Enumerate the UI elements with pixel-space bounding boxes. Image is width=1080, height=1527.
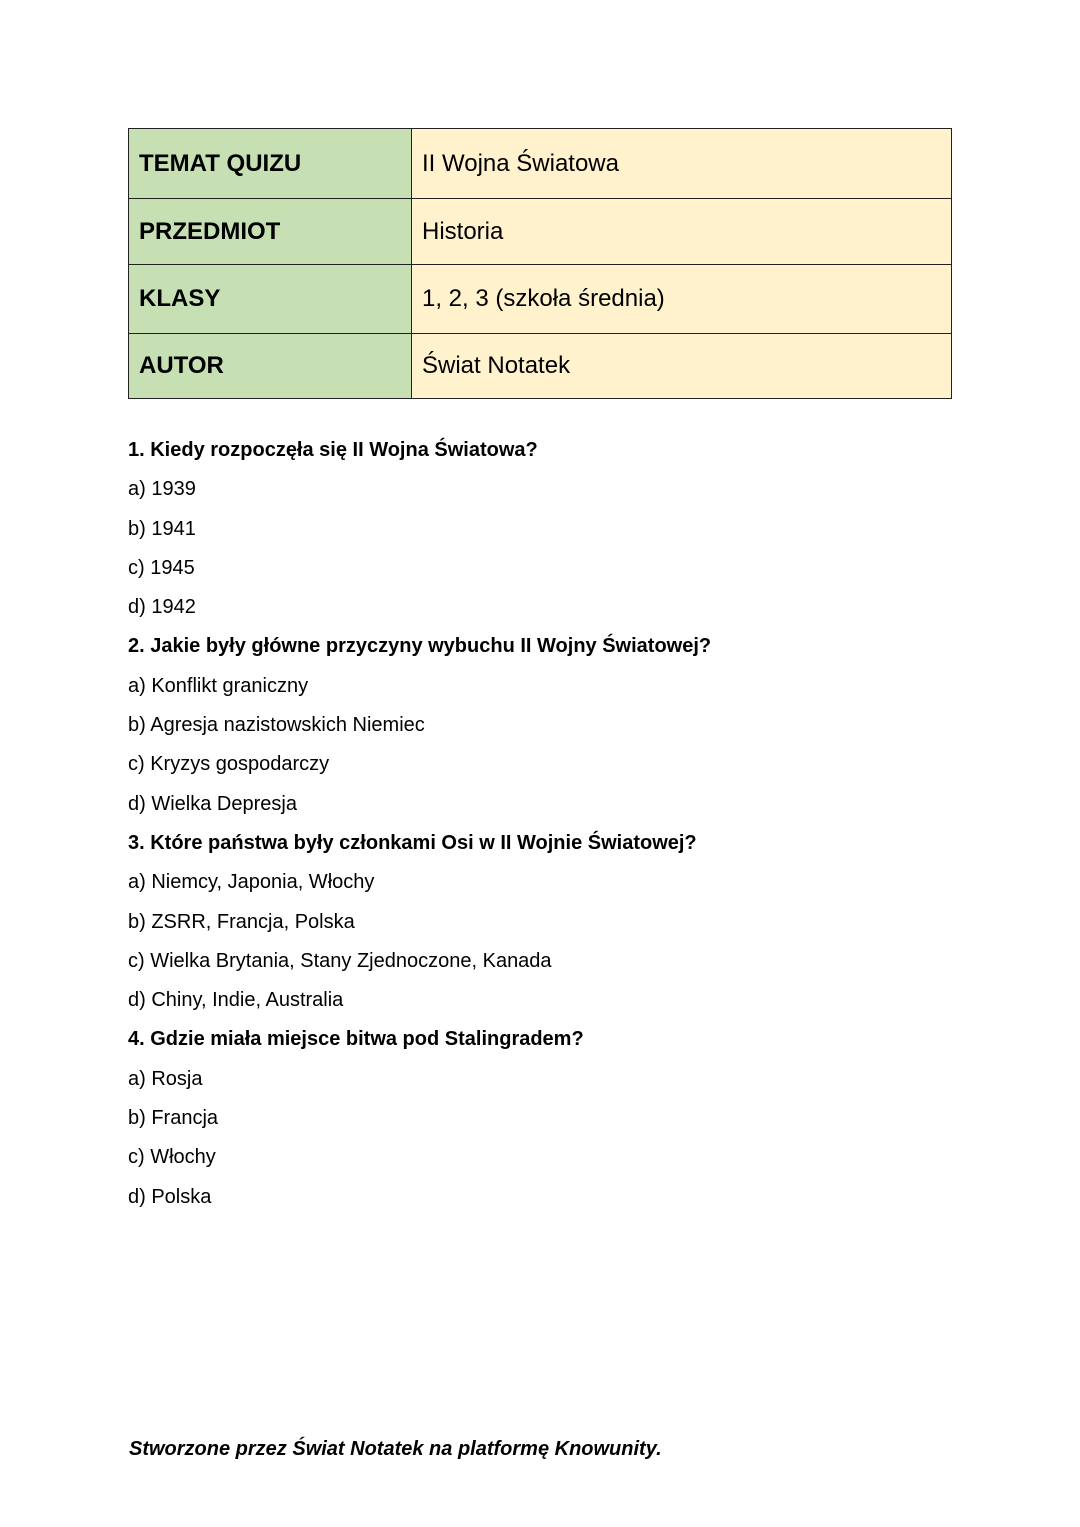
info-value: Świat Notatek [412,334,952,399]
info-row [129,334,952,399]
answer-option: b) Francja [128,1107,219,1130]
info-value: 1, 2, 3 (szkoła średnia) [412,265,952,334]
answer-option: b) 1941 [128,517,196,540]
answer-option: d) Wielka Depresja [128,792,297,815]
answer-option: a) Konflikt graniczny [128,674,309,697]
answer-option: d) 1942 [128,596,196,619]
answer-option: c) 1945 [128,556,195,579]
info-value: II Wojna Światowa [412,129,952,199]
answer-option: a) 1939 [128,478,196,501]
answer-option: d) Polska [128,1185,212,1208]
info-label: AUTOR [129,334,412,399]
info-value: Historia [412,199,952,265]
answer-option: b) Agresja nazistowskich Niemiec [128,714,425,737]
answer-option: d) Chiny, Indie, Australia [128,989,344,1012]
answer-option: c) Włochy [128,1146,216,1169]
question-text: 3. Które państwa były członkami Osi w II Wojnie Światowej? [128,831,697,854]
info-row [129,265,952,334]
answer-option: a) Niemcy, Japonia, Włochy [128,871,375,894]
info-label: PRZEDMIOT [129,199,412,265]
info-row [129,129,952,199]
info-row [129,199,952,265]
question-text: 2. Jakie były główne przyczyny wybuchu II Wojny Światowej? [128,635,712,658]
answer-option: c) Kryzys gospodarczy [128,753,330,776]
answer-option: b) ZSRR, Francja, Polska [128,910,355,933]
info-label: TEMAT QUIZU [129,129,412,199]
quiz-info-table [128,128,952,399]
answer-option: a) Rosja [128,1067,203,1090]
info-label: KLASY [129,265,412,334]
question-text: 4. Gdzie miała miejsce bitwa pod Stalingradem? [128,1028,584,1051]
quiz-questions [128,437,711,1223]
footer-credit: Stworzone przez Świat Notatek na platformę Knowunity. [129,1438,662,1460]
question-text: 1. Kiedy rozpoczęła się II Wojna Światowa? [128,439,538,461]
answer-option: c) Wielka Brytania, Stany Zjednoczone, Kanada [128,949,552,972]
